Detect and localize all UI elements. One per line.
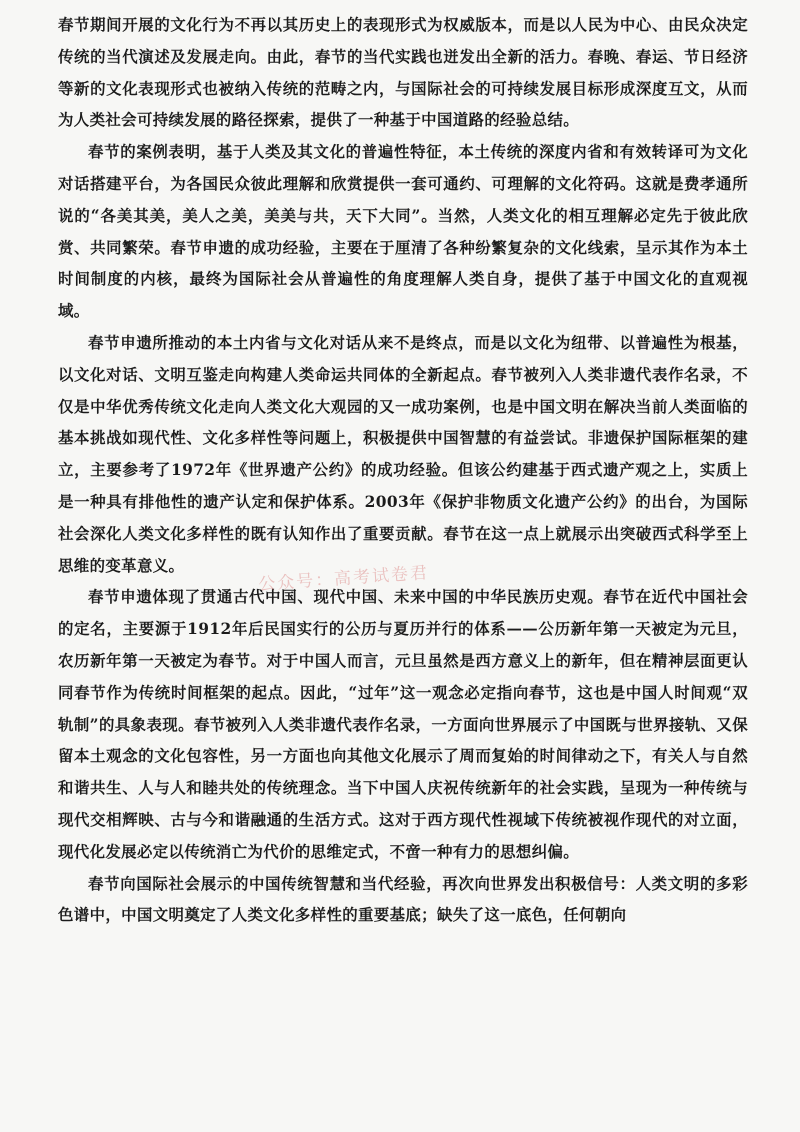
paragraph-5: 春节向国际社会展示的中国传统智慧和当代经验，再次向世界发出积极信号：人类文明的多彩色谱中，中国文明奠定了人类文化多样性的重要基底；缺失了这一底色，任何朝向 [58,874,748,925]
paragraph-1: 春节期间开展的文化行为不再以其历史上的表现形式为权威版本，而是以人民为中心、由民众决定传统的当代演述及发展走向。由此，春节的当代实践也迸发出全新的活力。春晚、春运、节日经济等新的文化表现形式也被纳入传统的范畴之内，与国际社会的可持续发展目标形成深度互文，从而为人类社会可持续发展的路径探索，提供了一种基于中国道路的经验总结。 [58,16,748,130]
paragraph-2: 春节的案例表明，基于人类及其文化的普遍性特征，本土传统的深度内省和有效转译可为文化对话搭建平台，为各国民众彼此理解和欣赏提供一套可通约、可理解的文化符码。这就是费孝通所说的“各美其美，美人之美，美美与共，天下大同”。当然，人类文化的相互理解必定先于彼此欣赏、共同繁荣。春节申遗的成功经验，主要在于厘清了各种纷繁复杂的文化线索，呈示其作为本土时间制度的内核，最终为国际社会从普遍性的角度理解人类自身，提供了基于中国文化的直观视域。 [58,143,748,321]
article-body [58,10,748,932]
watermark-text: 公众号：高考试卷君 [257,563,430,595]
paragraph-3: 春节申遗所推动的本土内省与文化对话从来不是终点，而是以文化为纽带、以普遍性为根基，以文化对话、文明互鉴走向构建人类命运共同体的全新起点。春节被列入人类非遗代表作名录，不仅是中华优秀传统文化走向人类文化大观园的又一成功案例，也是中国文明在解决当前人类面临的基本挑战如现代性、文化多样性等问题上，积极提供中国智慧的有益尝试。非遗保护国际框架的建立，主要参考了1972年《世界遗产公约》的成功经验。但该公约建基于西式遗产观之上，实质上是一种具有排他性的遗产认定和保护体系。2003年《保护非物质文化遗产公约》的出台，为国际社会深化人类文化多样性的既有认知作出了重要贡献。春节在这一点上就展示出突破西式科学至上思维的变革意义。 [58,333,748,575]
paragraph-4: 春节申遗体现了贯通古代中国、现代中国、未来中国的中华民族历史观。春节在近代中国社会的定名，主要源于1912年后民国实行的公历与夏历并行的体系——公历新年第一天被定为元旦，农历新年第一天被定为春节。对于中国人而言，元旦虽然是西方意义上的新年，但在精神层面更认同春节作为传统时间框架的起点。因此，“过年”这一观念必定指向春节，这也是中国人时间观“双轨制”的具象表现。春节被列入人类非遗代表作名录，一方面向世界展示了中国既与世界接轨、又保留本土观念的文化包容性，另一方面也向其他文化展示了周而复始的时间律动之下，有关人与自然和谐共生、人与人和睦共处的传统理念。当下中国人庆祝传统新年的社会实践，呈现为一种传统与现代交相辉映、古与今和谐融通的生活方式。这对于西方现代性视域下传统被视作现代的对立面，现代化发展必定以传统消亡为代价的思维定式，不啻一种有力的思想纠偏。 [58,588,748,861]
